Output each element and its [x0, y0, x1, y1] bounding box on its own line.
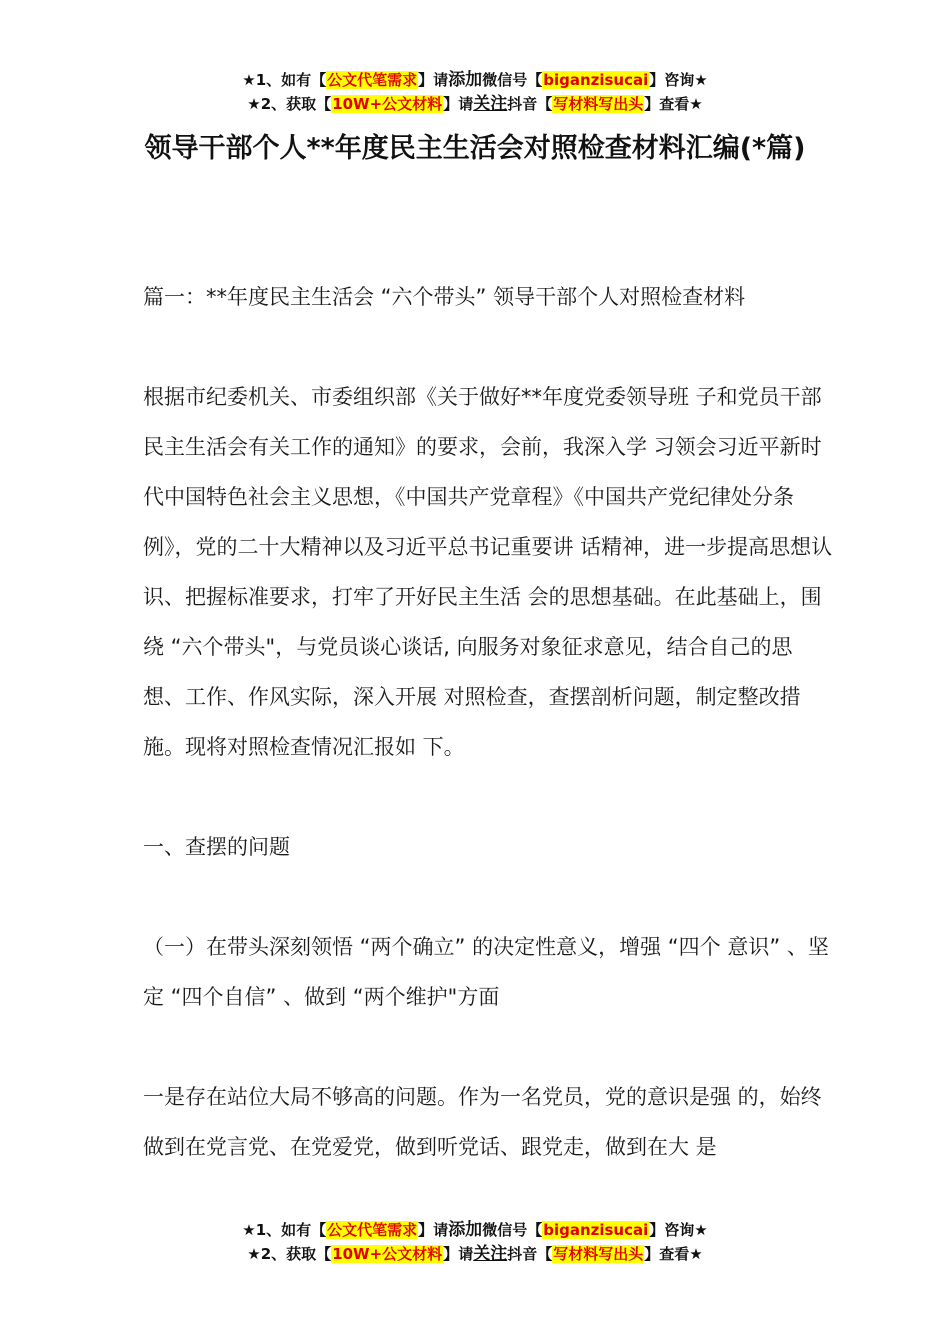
promo-text: 2、获取【 [260, 95, 332, 113]
promo-text: 】咨询 [649, 71, 695, 89]
promo-text: 2、获取【 [260, 1245, 332, 1263]
promo-highlight-douyin: 写材料写出头 [553, 1245, 644, 1263]
star-icon: ★ [694, 1221, 708, 1239]
promo-text: 1、如有【 [255, 71, 327, 89]
promo-line-2 [0, 1242, 950, 1266]
promo-text: 】查看 [644, 95, 690, 113]
promo-text: 1、如有【 [255, 1221, 327, 1239]
header-promo-banner [0, 68, 950, 116]
star-icon: ★ [242, 71, 256, 89]
star-icon: ★ [247, 95, 261, 113]
promo-line-1 [0, 68, 950, 92]
promo-emphasis: 关注 [473, 1244, 508, 1264]
promo-line-2 [0, 92, 950, 116]
star-icon: ★ [242, 1221, 256, 1239]
promo-emphasis: 添加 [448, 1220, 483, 1240]
promo-highlight-service: 公文代笔需求 [327, 71, 418, 89]
promo-text: 微信号【 [482, 71, 543, 89]
promo-text: 】请 [418, 71, 449, 89]
promo-emphasis: 添加 [448, 70, 483, 90]
promo-text: 】请 [418, 1221, 449, 1239]
promo-line-1 [0, 1218, 950, 1242]
issue-paragraph: 一是存在站位大局不够高的问题。作为一名党员，党的意识是强 的，始终做到在党言党、在党爱党，做到听党话、跟党走，做到在大 是 [143, 1085, 822, 1159]
promo-highlight-materials: 10W+公文材料 [332, 95, 443, 113]
intro-paragraph: 根据市纪委机关、市委组织部《关于做好**年度党委领导班 子和党员干部民主生活会有关工作的通知》的要求，会前，我深入学 习领会习近平新时代中国特色社会主义思想，《中国共产党章程》《中国共产党纪律处分条例》，党的二十大精神以及习近平总书记重要讲 话精神，进一步提高思想认识、把握标准要求，打牢了开好民主生活 会的思想基础。在此基础上，围绕 “六个带头"，与党员谈心谈话, 向服务对象征求意见，结合自己的思想、工作、作风实际，深入开展 对照检查，查摆剖析问题，制定整改措施。现将对照检查情况汇报如 下。 [143, 385, 833, 759]
promo-text: 】请 [443, 1245, 474, 1263]
promo-text: 】请 [443, 95, 474, 113]
promo-highlight-douyin: 写材料写出头 [553, 95, 644, 113]
promo-text: 】查看 [644, 1245, 690, 1263]
footer-promo-banner [0, 1218, 950, 1266]
document-title: 领导干部个人**年度民主生活会对照检查材料汇编(*篇) [144, 133, 806, 164]
promo-highlight-materials: 10W+公文材料 [332, 1245, 443, 1263]
promo-text: 抖音【 [507, 95, 553, 113]
star-icon: ★ [694, 71, 708, 89]
promo-emphasis: 关注 [473, 94, 508, 114]
promo-highlight-wechat-id: biganzisucai [543, 71, 649, 89]
promo-text: 抖音【 [507, 1245, 553, 1263]
document-body [143, 272, 833, 1172]
part-one-heading: 一、查摆的问题 [143, 835, 290, 859]
subsection-heading: （一）在带头深刻领悟 “两个确立” 的决定性意义，增强 “四个 意识” 、坚定 “四个自信” 、做到 “两个维护"方面 [143, 935, 829, 1009]
star-icon: ★ [247, 1245, 261, 1263]
promo-highlight-wechat-id: biganzisucai [543, 1221, 649, 1239]
promo-highlight-service: 公文代笔需求 [327, 1221, 418, 1239]
star-icon: ★ [689, 95, 703, 113]
promo-text: 】咨询 [649, 1221, 695, 1239]
section-heading: 篇一：**年度民主生活会 “六个带头” 领导干部个人对照检查材料 [143, 285, 746, 309]
promo-text: 微信号【 [482, 1221, 543, 1239]
star-icon: ★ [689, 1245, 703, 1263]
